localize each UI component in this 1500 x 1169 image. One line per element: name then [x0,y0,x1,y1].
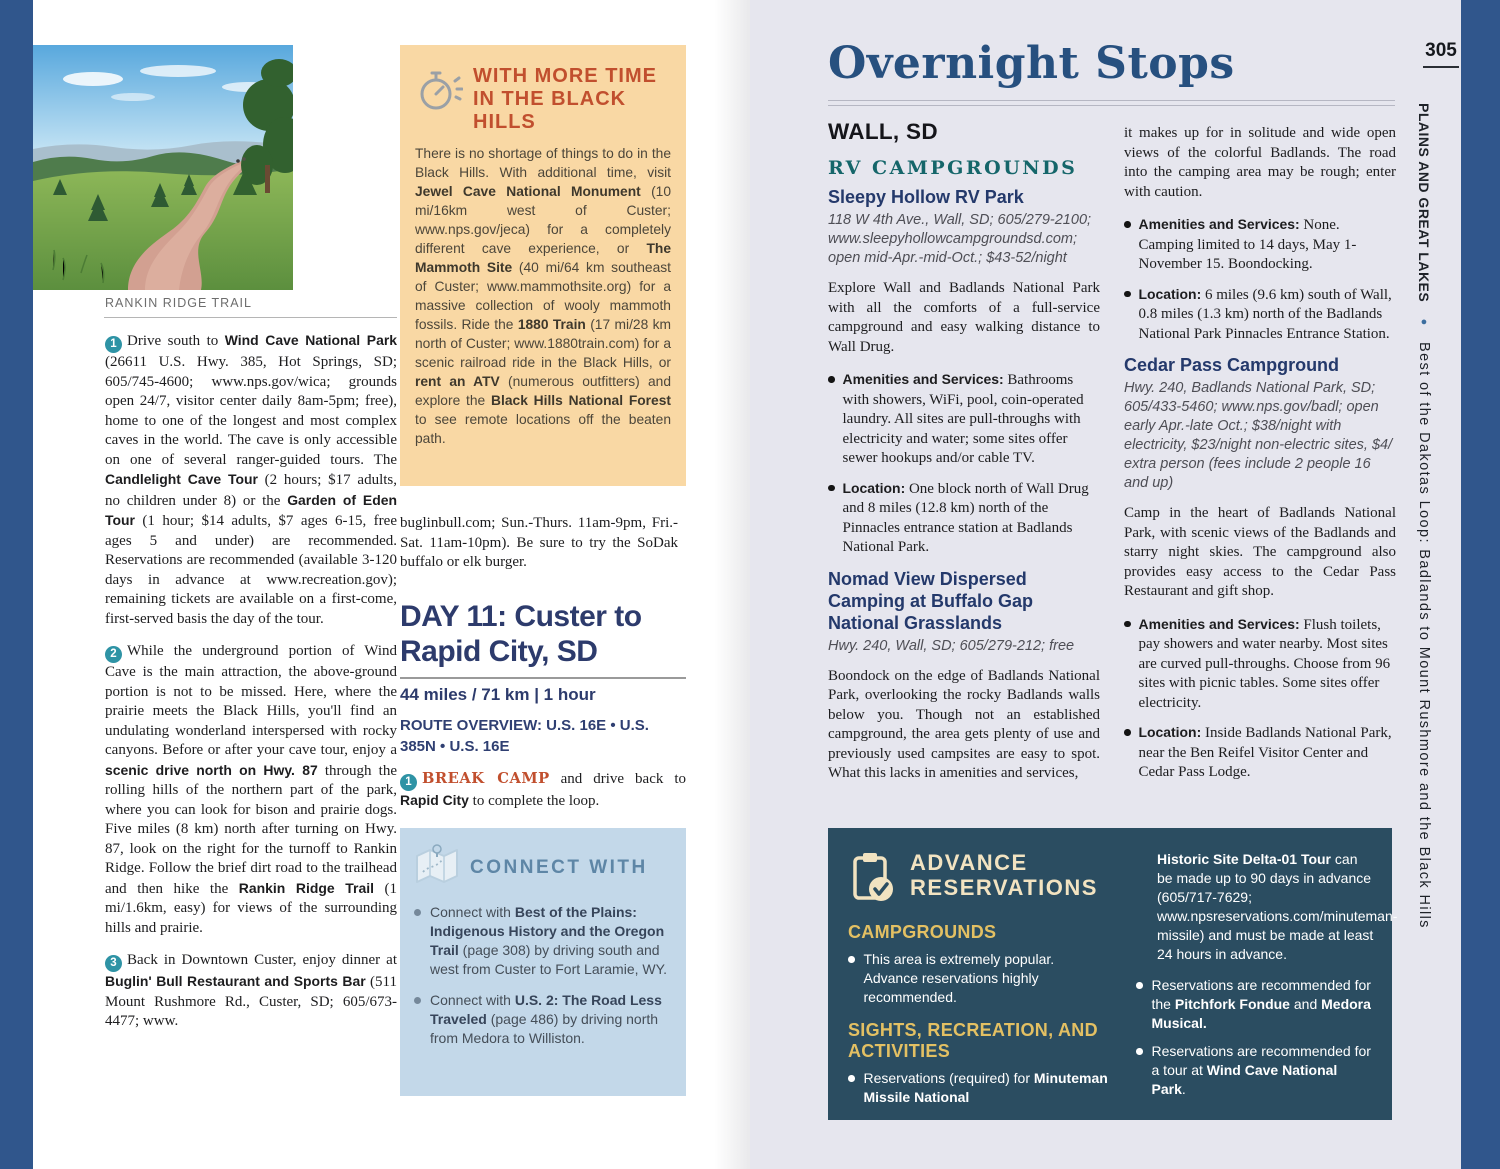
stopwatch-icon [413,65,463,120]
reservations-title: ADVANCE RESERVATIONS [910,850,1098,900]
bullet-dot [848,956,855,963]
day11-step-1: 1 BREAK CAMP and drive back to Rapid City to complete the loop. [400,770,686,809]
listing-bullet: Amenities and Services: None. Camping limited to 14 days, May 1-November 15. Boondocking. [1124,215,1396,275]
photo-caption: RANKIN RIDGE TRAIL [105,296,252,310]
bullet-dot [1124,729,1131,736]
connect-item-2: Connect with U.S. 2: The Road Less Traveled (page 486) by driving north from Medora to Williston. [414,991,672,1048]
bullet-dot [1124,291,1131,298]
page-title: Overnight Stops [828,38,1235,89]
with-more-time-header [400,45,686,142]
listing-bullet: Location: Inside Badlands National Park, near the Ben Reifel Visitor Center and Cedar Pass Lodge. [1124,723,1396,783]
rv-campgrounds-heading: RV CAMPGROUNDS [828,157,1078,179]
page-number-rule [1423,66,1459,68]
bullet-dot [1136,982,1143,989]
with-more-time-title: WITH MORE TIME IN THE BLACK HILLS [473,65,657,133]
listing-bullet: Location: One block north of Wall Drug and 8 miles (12.8 km) north of the Pinnacles entrance station at Badlands National Park. [828,479,1100,558]
listing-bullet: Amenities and Services: Bathrooms with showers, WiFi, pool, coin-operated laundry. All sites are pull-throughs with electricity and water; some sites offer sewer hookups and/or cable TV. [828,370,1100,469]
reservations-item: Reservations are recommended for the Pitchfork Fondue and Medora Musical. [1136,976,1374,1033]
listing-details: 118 W 4th Ave., Wall, SD; 605/279-2100; www.sleepyhollowcampgroundsd.com; open mid-Apr.-mid-Oct.; $43-52/night [828,212,1092,266]
campgrounds-subheading: CAMPGROUNDS [848,922,997,942]
right-page-column-1 [828,157,1100,820]
connect-with-header [414,844,672,891]
bullet-dot [1136,1048,1143,1055]
folded-map-icon [414,844,460,891]
day11-heading: DAY 11: Custer to Rapid City, SD [400,600,642,668]
bullet-dot [828,485,835,492]
title-double-rule [828,100,1395,106]
listing-body-continuation: it makes up for in solitude and wide open views of the colorful Badlands. The road into the camping area may be rough; enter with caution. [1124,125,1396,200]
step-paragraph-2: 2 While the underground portion of Wind Cave is the main attraction, the above-ground portion is not to be missed. Here, where the prairie meets the Black Hills, you'll find an undulating wonderland interspersed with rocky canyons. Before or after your cave tour, enjoy a scenic drive north on Hwy. 87 through the rolling hills of the northern part of the park, where you can look for bison and prairie dogs. Five miles (8 km) north after turning on Hwy. 87, look on the right for the turnoff to Rankin Ridge. Follow the brief dirt road to the trailhead and then hike the Rankin Ridge Trail (1 mi/1.6km, easy) for views of the surrounding hills and prairie. [105,643,397,936]
left-page-column-1 [105,331,397,1127]
bullet-dot [414,909,421,916]
continuation-paragraph: buglinbull.com; Sun.-Thurs. 11am-9pm, Fri.-Sat. 11am-10pm). Be sure to try the SoDak buffalo or elk burger. [400,515,678,570]
listing-bullet: Amenities and Services: Flush toilets, pay showers and water nearby. Most sites are curved pull-throughs. Choose from 96 sites with picnic tables. Some sites offer electricity. [1124,615,1396,714]
page-number: 305 [1425,40,1457,61]
listing-name: Cedar Pass Campground [1124,355,1340,375]
reservations-left-column [848,850,1110,1120]
sidebar-vertical-text [1416,103,1432,1153]
reservations-item: Reservations are recommended for a tour at Wind Cave National Park. [1136,1042,1374,1099]
listing-details: Hwy. 240, Wall, SD; 605/279-212; free [828,637,1075,654]
with-more-time-box [400,45,686,486]
listing-bullet: Location: 6 miles (9.6 km) south of Wall, 0.8 miles (1.3 km) north of the Badlands National Park Pinnacles Entrance Station. [1124,285,1396,345]
day11-distance-time: 44 miles / 71 km | 1 hour [400,685,596,704]
connect-with-box [400,828,686,1096]
listing-name: Nomad View Dispersed Camping at Buffalo Gap National Grasslands [828,568,1034,633]
listing-name: Sleepy Hollow RV Park [828,187,1024,207]
bullet-dot [1124,221,1131,228]
reservations-item: This area is extremely popular. Advance reservations highly recommended. [848,950,1110,1007]
right-page-outer-edge [1461,0,1500,1169]
bullet-dot [828,376,835,383]
reservations-right-column [1136,850,1398,1120]
separator-dot: ● [1418,316,1430,329]
spine-shadow [714,0,750,1169]
part-label: PLAINS AND GREAT LAKES [1416,103,1432,303]
right-page-column-2 [1124,124,1396,820]
connect-item-1: Connect with Best of the Plains: Indigenous History and the Oregon Trail (page 308) by driving south and west from Custer to Fort Laramie, WY. [414,903,672,979]
section-heading-wall-sd: WALL, SD [828,119,938,144]
listing-body: Camp in the heart of Badlands National Park, with scenic views of the Badlands and starry night skies. The campground also provides easy access to the Cedar Pass Restaurant and gift shop. [1124,505,1396,599]
left-page-spine-edge [0,0,33,1169]
bullet-dot [848,1075,855,1082]
reservations-header [848,850,1110,909]
clipboard-check-icon [848,850,900,909]
route-overview: ROUTE OVERVIEW: U.S. 16E • U.S. 385N • U.S. 16E [400,717,649,755]
listing-body: Explore Wall and Badlands National Park with all the comforts of a full-service campground and easy walking distance to Wall Drug. [828,280,1100,355]
listing-body: Boondock on the edge of Badlands National Park, overlooking the rocky Badlands walls below you. Though not an established campground, the area gets plenty of use and previously used campsites are easy to spot. What this lacks in amenities and services, [828,667,1100,781]
caption-rule [104,317,397,318]
day11-divider [400,677,686,679]
rankin-ridge-trail-photo [33,45,293,290]
chapter-label: Best of the Dakotas Loop: Badlands to Mount Rushmore and the Black Hills [1416,342,1432,929]
with-more-time-body: There is no shortage of things to do in the Black Hills. With additional time, visit Jewel Cave National Monument (10 mi/16km west of Custer; www.nps.gov/jeca) for a completely different cave experience, or The Mammoth Site (40 mi/64 km southeast of Custer; www.mammothsite.org) for a massive collection of wooly mammoth fossils. Ride the 1880 Train (17 mi/28 km north of Custer; www.1880train.com) for a scenic railroad ride in the Black Hills, or rent an ATV (numerous outfitters) and explore the Black Hills National Forest to see remote locations off the beaten path. [415,146,672,446]
reservations-continuation: Historic Site Delta-01 Tour can be made up to 90 days in advance (605/717-7629; www.npsreservations.com/minuteman-missile) and must be made at least 24 hours in advance. [1157,851,1398,962]
sights-subheading: SIGHTS, RECREATION, AND ACTIVITIES [848,1020,1098,1061]
advance-reservations-box [828,828,1398,1120]
listing-details: Hwy. 240, Badlands National Park, SD; 605/433-5460; www.nps.gov/badl; open early Apr.-late Oct.; $38/night with electricity, $23/night non-electric sites, $4/ extra person (fees include 2 people 16 and up) [1124,380,1393,491]
step-paragraph-3: 3 Back in Downtown Custer, enjoy dinner at Buglin' Bull Restaurant and Sports Bar (511 Mount Rushmore Rd., Custer, SD; 605/673-4477; www. [105,952,397,1029]
step-paragraph-1: 1 Drive south to Wind Cave National Park (26611 U.S. Hwy. 385, Hot Springs, SD; 605/745-4600; www.nps.gov/wica; grounds open 24/7, visitor center daily 8am-5pm; free), home to one of the longest and most complex caves in the world. The cave is only accessible on one of several ranger-guided tours. The Candlelight Cave Tour (2 hours; $17 adults, no children under 8) or the Garden of Eden Tour (1 hour; $14 adults, $7 ages 6-15, free ages 5 and under) are recommended. Reservations are recommended (available 3-120 days in advance at www.recreation.gov); remaining tickets are available on a first-come, first-served basis the day of the tour. [105,332,397,627]
connect-with-title: CONNECT WITH [470,856,648,878]
bullet-dot [414,997,421,1004]
reservations-item: Reservations (required) for Minuteman Missile National [848,1069,1110,1107]
bullet-dot [1124,621,1131,628]
